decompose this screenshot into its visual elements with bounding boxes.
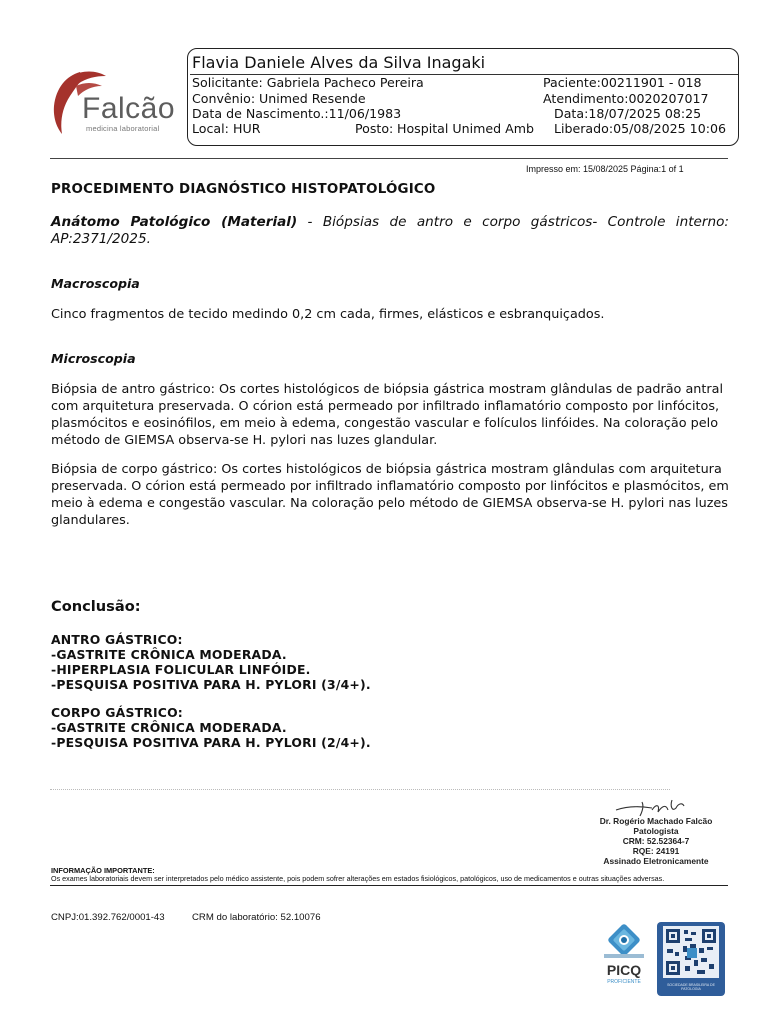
antro-item: -GASTRITE CRÔNICA MODERADA. — [51, 647, 287, 662]
qr-code-icon — [657, 922, 725, 982]
info-title: INFORMAÇÃO IMPORTANTE: — [51, 866, 155, 875]
lab-crm: CRM do laboratório: 52.10076 — [192, 912, 321, 923]
antro-title: ANTRO GÁSTRICO: — [51, 632, 183, 647]
doctor-role: Patologista — [633, 826, 679, 836]
microscopy-corpo: Biópsia de corpo gástrico: Os cortes histológicos de biópsia gástrica mostram glândulas com arquitetura preservada. O córion está permeado por infiltrado inflamatório composto por linfócitos e plasmócitos, em meio à edema e congestão vascular. Na coloração pelo método de GIEMSA observa-se H. pylori nas luzes glandulares. — [51, 462, 729, 528]
picq-label: PICQ — [606, 962, 642, 978]
qr-caption: SOCIEDADE BRASILEIRA DE PATOLOGIA — [667, 983, 715, 991]
header-rule — [50, 158, 728, 159]
attendance-number: Atendimento:0020207017 — [543, 91, 709, 106]
brand-tagline: medicina laboratorial — [86, 124, 160, 133]
insurance-value: Unimed Resende — [259, 91, 366, 106]
picq-badge — [598, 924, 650, 994]
birth-date: Data de Nascimento.:11/06/1983 — [192, 106, 402, 121]
footer-rule — [50, 885, 728, 886]
macroscopy-title: Macroscopia — [51, 276, 140, 291]
qr-code-badge — [657, 922, 725, 996]
info-text: Os exames laboratoriais devem ser interpretados pelo médico assistente, pois podem sofrer alterações em estados fisiológicos, patológicos, uso de medicamentos e outras situações adversas. — [51, 874, 665, 883]
doctor-name: Dr. Rogério Machado Falcão — [599, 816, 713, 826]
requester: Solicitante: Gabriela Pacheco Pereira — [192, 75, 424, 90]
antro-item: -HIPERPLASIA FOLICULAR LINFÓIDE. — [51, 662, 311, 677]
brand-name: Falcão — [82, 92, 176, 125]
macroscopy-text: Cinco fragmentos de tecido medindo 0,2 cm cada, firmes, elásticos e esbranquiçados. — [51, 307, 605, 322]
cnpj: CNPJ:01.392.762/0001-43 — [51, 912, 165, 923]
report-title: PROCEDIMENTO DIAGNÓSTICO HISTOPATOLÓGICO — [51, 182, 436, 197]
material-label: Anátomo Patológico (Material) — [51, 214, 298, 230]
antro-item: -PESQUISA POSITIVA PARA H. PYLORI (3/4+). — [51, 677, 371, 692]
conclusion-title: Conclusão: — [51, 598, 141, 615]
signed-note: Assinado Eletronicamente — [603, 856, 709, 866]
signature-divider — [50, 789, 670, 790]
material-line — [51, 214, 729, 248]
patient-name: Flavia Daniele Alves da Silva Inagaki — [192, 53, 486, 72]
release-date: Liberado:05/08/2025 10:06 — [554, 121, 726, 136]
patient-id: Paciente:00211901 - 018 — [543, 75, 702, 90]
material-text: Biópsias de antro e corpo gástricos- Controle interno: AP:2371/2025. — [51, 214, 729, 247]
printed-info: Impresso em: 15/08/2025 Página:1 of 1 — [526, 164, 684, 174]
microscopy-antro: Biópsia de antro gástrico: Os cortes histológicos de biópsia gástrica mostram glândulas de padrão antral com arquitetura preservada. O córion está permeado por infiltrado inflamatório composto por linfócitos, plasmócitos e eosinófilos, em meio à edema, congestão vascular e folículos linfóides. Na coloração pelo método de GIEMSA observa-se H. pylori nas luzes glandular. — [51, 382, 724, 448]
insurance-label: Convênio: — [192, 91, 256, 106]
signature-block — [596, 816, 716, 866]
corpo-item: -PESQUISA POSITIVA PARA H. PYLORI (2/4+). — [51, 735, 371, 750]
post-value: Hospital Unimed Amb — [397, 121, 534, 136]
post-label: Posto: — [355, 121, 394, 136]
doctor-crm: CRM: 52.52364-7 — [622, 836, 690, 846]
picq-sub: PROFICIENTE — [607, 979, 641, 985]
local-value: HUR — [233, 121, 261, 136]
doctor-rqe: RQE: 24191 — [632, 846, 680, 856]
corpo-title: CORPO GÁSTRICO: — [51, 705, 183, 720]
local-label: Local: — [192, 121, 229, 136]
exam-date: Data:18/07/2025 08:25 — [554, 106, 702, 121]
material-separator: - — [297, 214, 323, 230]
corpo-item: -GASTRITE CRÔNICA MODERADA. — [51, 720, 287, 735]
microscopy-title: Microscopia — [51, 351, 136, 366]
